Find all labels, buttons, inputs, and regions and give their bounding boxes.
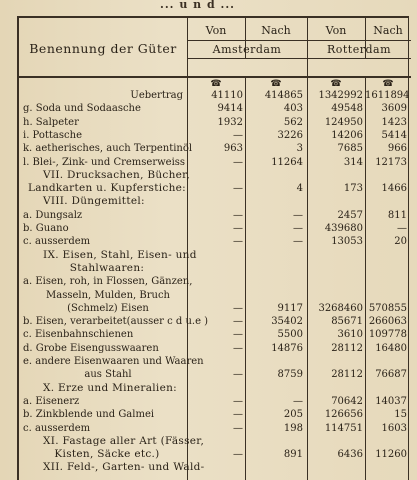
row-label: b. Eisen, verarbeitet(ausser c d u.e ) (23, 316, 209, 328)
table-row (19, 275, 411, 288)
row-value: 7685 (337, 143, 363, 155)
row-label: a. Dungsalz (23, 209, 83, 221)
row-value: — (233, 316, 243, 328)
row-value: 76687 (375, 369, 407, 381)
table-row (19, 461, 411, 474)
row-value: 1603 (381, 422, 407, 434)
table-row (19, 169, 411, 182)
table-row (19, 382, 411, 395)
row-value: — (233, 329, 243, 341)
row-value: 198 (283, 422, 303, 434)
header-rule (187, 40, 411, 41)
row-value: 5414 (381, 129, 407, 141)
row-value: 1466 (381, 183, 407, 195)
row-label: (Schmelz) Eisen (67, 302, 149, 314)
table-row (19, 302, 411, 315)
row-value: — (293, 209, 303, 221)
row-value: — (233, 369, 243, 381)
table-row (19, 435, 411, 448)
table-row (19, 209, 411, 222)
row-value: 11260 (375, 449, 407, 461)
table-row (19, 116, 411, 129)
row-value: — (233, 223, 243, 234)
table-row (19, 422, 411, 435)
row-label: h. Salpeter (23, 116, 79, 128)
row-label: c. ausserdem (23, 422, 91, 434)
row-label: b. Guano (23, 223, 69, 234)
row-value: 9414 (217, 103, 243, 115)
table-row (19, 289, 411, 302)
row-value: — (293, 395, 303, 407)
row-value: 14876 (271, 342, 303, 354)
row-value: — (397, 223, 407, 234)
row-value: 9117 (277, 302, 303, 314)
header-rule (187, 58, 411, 59)
row-label: e. andere Eisenwaaren und Waaren (23, 356, 204, 367)
group-header-rotterdam: Rotterdam (326, 43, 392, 56)
row-label: l. Blei-, Zink- und Cremserweiss (23, 156, 186, 168)
column-header-nach-rotterdam: Nach (373, 24, 403, 37)
row-value: 562 (283, 116, 303, 128)
row-value: 109778 (368, 329, 407, 341)
row-value: 173 (343, 183, 363, 195)
row-value: 3268460 (318, 302, 363, 314)
row-value: 35402 (271, 316, 303, 328)
row-value: 403 (283, 103, 303, 115)
row-label: IX. Eisen, Stahl, Eisen- und (43, 248, 197, 261)
row-value: — (233, 422, 243, 434)
table-row (19, 129, 411, 142)
goods-table (17, 16, 409, 480)
row-value: 966 (387, 143, 407, 155)
row-label: VIII. Düngemittel: (43, 195, 145, 208)
row-value: — (233, 236, 243, 248)
unit-mark: ☎ (382, 79, 394, 89)
group-header-amsterdam: Amsterdam (212, 43, 282, 56)
row-value: 570855 (368, 302, 407, 314)
row-label: g. Soda und Sodaasche (23, 103, 141, 115)
row-value: 41110 (211, 90, 243, 101)
row-value: 11264 (271, 156, 303, 168)
table-row (19, 89, 411, 102)
row-value: 12173 (375, 156, 407, 168)
row-label: i. Pottasche (23, 129, 82, 141)
row-value: 205 (283, 409, 303, 421)
row-label: XII. Feld-, Garten- und Wald- (43, 461, 205, 474)
table-row (19, 249, 411, 262)
row-value: 16480 (375, 342, 407, 354)
row-value: — (233, 183, 243, 195)
row-label: a. Eisenerz (23, 395, 80, 407)
column-header-von-rotterdam: Von (325, 24, 347, 37)
row-value: 124950 (324, 116, 363, 128)
table-row (19, 355, 411, 368)
row-label: aus Stahl (84, 369, 132, 381)
row-value: 2457 (337, 209, 363, 221)
row-value: — (233, 395, 243, 407)
row-value: 4 (296, 183, 303, 195)
row-label: VII. Drucksachen, Bücher, (43, 168, 190, 181)
row-label: b. Zinkblende und Galmei (23, 409, 155, 421)
row-label: d. Grobe Eisengusswaaren (23, 342, 159, 354)
row-value: 1423 (381, 116, 407, 128)
table-row (19, 408, 411, 421)
row-value: 314 (343, 156, 363, 168)
row-value: 20 (394, 236, 407, 248)
row-value: 114751 (324, 422, 363, 434)
row-value: 49548 (331, 103, 363, 115)
row-value: 70642 (331, 395, 363, 407)
row-value: 14206 (331, 129, 363, 141)
row-value: 13053 (331, 236, 363, 248)
row-value: 1342992 (318, 90, 363, 101)
row-value: — (233, 156, 243, 168)
table-row (19, 395, 411, 408)
table-row (19, 182, 411, 195)
row-value: — (293, 236, 303, 248)
table-row (19, 195, 411, 208)
row-value: — (233, 449, 243, 461)
row-value: 414865 (264, 90, 303, 101)
table-row (19, 315, 411, 328)
row-value: 3609 (381, 103, 407, 115)
row-value: 8759 (277, 369, 303, 381)
table-row (19, 235, 411, 248)
row-label: X. Erze und Mineralien: (43, 381, 177, 394)
row-label: Kisten, Säcke etc.) (54, 448, 160, 461)
row-value: 963 (223, 143, 243, 155)
row-value: 85671 (331, 316, 363, 328)
row-value: — (233, 302, 243, 314)
row-label: c. Eisenbahnschienen (23, 329, 134, 341)
table-row (19, 368, 411, 381)
column-header-nach-amsterdam: Nach (261, 24, 291, 37)
column-header-von-amsterdam: Von (205, 24, 227, 37)
row-value: — (233, 209, 243, 221)
table-row (19, 342, 411, 355)
row-label: c. ausserdem (23, 236, 91, 248)
unit-mark: ☎ (270, 79, 282, 89)
table-row (19, 328, 411, 341)
row-label: a. Eisen, roh, in Flossen, Gänzen, (23, 276, 193, 288)
table-row (19, 262, 411, 275)
row-value: — (233, 129, 243, 141)
row-value: 28112 (331, 369, 363, 381)
table-row (19, 142, 411, 155)
unit-mark: ☎ (210, 79, 222, 89)
row-value: 891 (283, 449, 303, 461)
row-value: 1932 (217, 116, 243, 128)
row-value: 439680 (324, 223, 363, 234)
row-label: Stahlwaaren: (69, 261, 145, 274)
row-value: 3 (296, 143, 303, 155)
table-row (19, 448, 411, 461)
row-value: 126656 (324, 409, 363, 421)
row-label: k. aetherisches, auch Terpentinöl (23, 143, 193, 155)
table-row (19, 156, 411, 169)
row-value: — (233, 409, 243, 421)
column-header-description: Benennung der Güter (29, 41, 177, 56)
row-value: — (293, 223, 303, 234)
row-value: 28112 (331, 342, 363, 354)
row-value: 3226 (277, 129, 303, 141)
unit-mark: ☎ (330, 79, 342, 89)
row-value: 3610 (337, 329, 363, 341)
row-value: 6436 (337, 449, 363, 461)
row-label: Masseln, Mulden, Bruch (46, 289, 170, 301)
table-row (19, 222, 411, 235)
row-label: Landkarten u. Kupferstiche: (27, 182, 186, 195)
row-value: 14037 (375, 395, 407, 407)
page-header-fragment: ... u n d ... (160, 0, 235, 11)
row-value: — (233, 342, 243, 354)
row-label: Uebertrag (130, 90, 183, 101)
row-value: 5500 (277, 329, 303, 341)
row-label: XI. Fastage aller Art (Fässer, (43, 434, 205, 447)
row-value: 1611894 (365, 90, 410, 101)
row-value: 15 (394, 409, 407, 421)
row-value: 811 (387, 209, 407, 221)
table-row (19, 102, 411, 115)
row-value: 266063 (368, 316, 407, 328)
